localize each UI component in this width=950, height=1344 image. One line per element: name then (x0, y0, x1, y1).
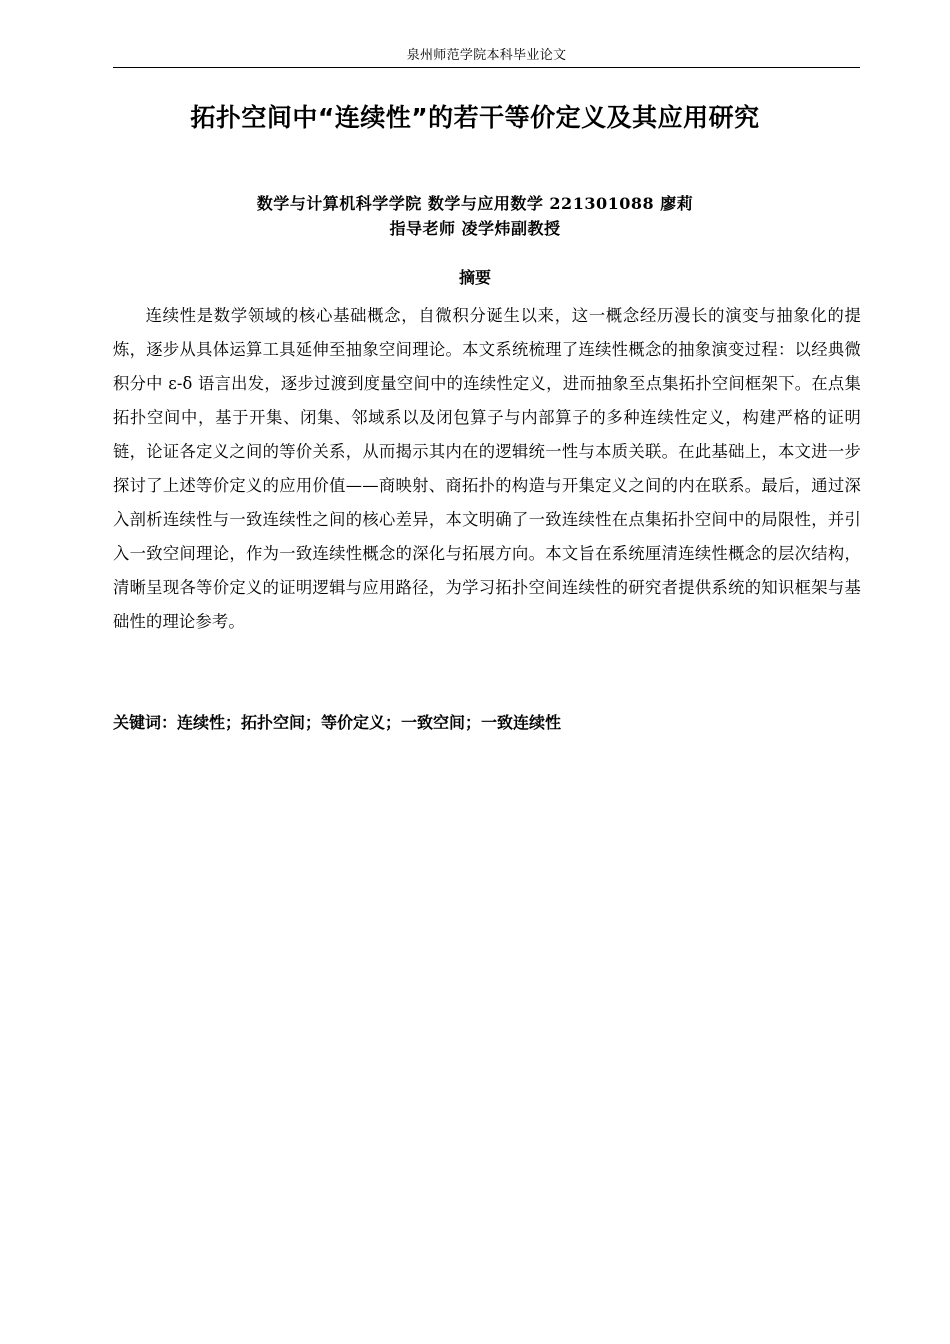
advisor-line: 指导老师 凌学炜副教授 (389, 219, 561, 238)
author-affiliation-line: 数学与计算机科学学院 数学与应用数学 221301088 廖莉 (256, 194, 694, 213)
header-rule (113, 67, 860, 68)
keywords-line: 关键词：连续性；拓扑空间；等价定义；一致空间；一致连续性 (113, 713, 562, 732)
abstract-heading: 摘要 (458, 268, 491, 287)
abstract-body: 连续性是数学领域的核心基础概念，自微积分诞生以来，这一概念经历漫长的演变与抽象化的提炼，逐步从具体运算工具延伸至抽象空间理论。本文系统梳理了连续性概念的抽象演变过程：以经典微积分中 ε-δ 语言出发，逐步过渡到度量空间中的连续性定义，进而抽象至点集拓扑空间框架下。在点集拓扑空间中，基于开集、闭集、邻域系以及闭包算子与内部算子的多种连续性定义，构建严格的证明链，论证各定义之间的等价关系，从而揭示其内在的逻辑统一性与本质关联。在此基础上，本文进一步探讨了上述等价定义的应用价值——商映射、商拓扑的构造与开集定义之间的内在联系。最后，通过深入剖析连续性与一致连续性之间的核心差异，本文明确了一致连续性在点集拓扑空间中的局限性，并引入一致空间理论，作为一致连续性概念的深化与拓展方向。本文旨在系统厘清连续性概念的层次结构，清晰呈现各等价定义的证明逻辑与应用路径，为学习拓扑空间连续性的研究者提供系统的知识框架与基础性的理论参考。 (113, 306, 861, 631)
running-header: 泉州师范学院本科毕业论文 (406, 48, 567, 63)
paper-title: 拓扑空间中“连续性”的若干等价定义及其应用研究 (190, 103, 760, 132)
